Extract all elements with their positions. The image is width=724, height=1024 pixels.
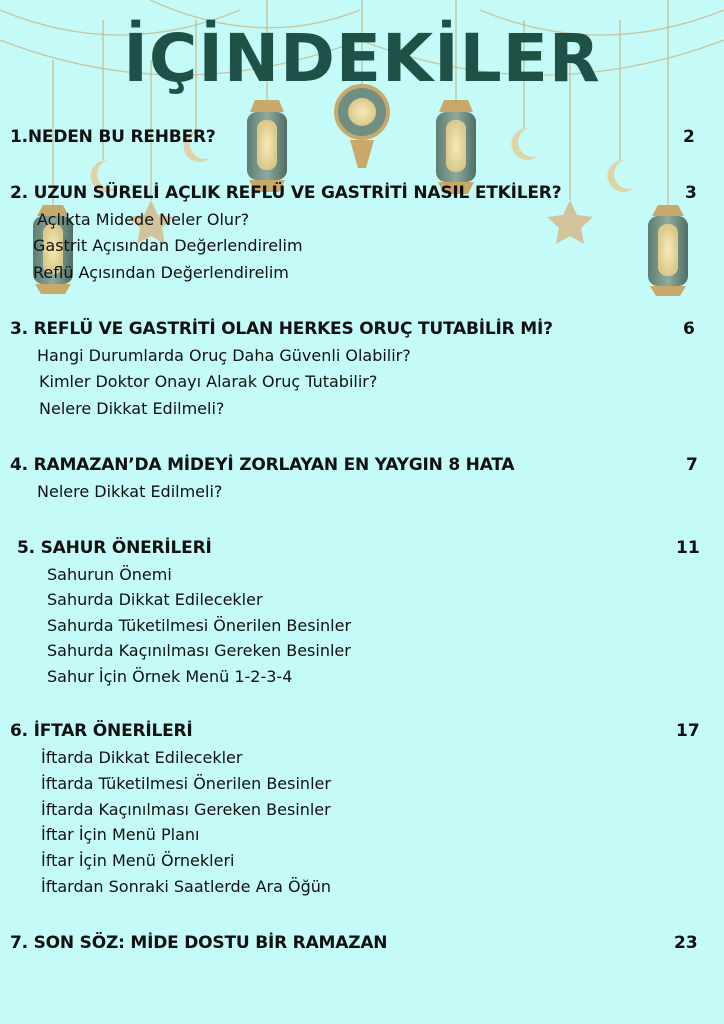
toc-subitem[interactable]: Hangi Durumlarda Oruç Daha Güvenli Olabilir? (37, 346, 411, 365)
toc-heading[interactable]: 6. İFTAR ÖNERİLERİ (10, 721, 193, 741)
toc-subitem[interactable]: Açlıkta Midede Neler Olur? (37, 210, 250, 229)
toc-subitem[interactable]: İftardan Sonraki Saatlerde Ara Öğün (41, 877, 332, 896)
toc-page-number: 23 (674, 933, 698, 953)
toc-page-number: 17 (676, 721, 700, 741)
toc-subitem[interactable]: Sahurun Önemi (47, 565, 172, 584)
toc-subitem[interactable]: Nelere Dikkat Edilmeli? (37, 482, 223, 501)
toc-heading[interactable]: 2. UZUN SÜRELİ AÇLIK REFLÜ VE GASTRİTİ NASIL ETKİLER? (10, 183, 562, 203)
toc-subitem[interactable]: Sahurda Tüketilmesi Önerilen Besinler (47, 616, 352, 635)
toc-subitem[interactable]: İftar İçin Menü Planı (41, 825, 200, 844)
toc-page-number: 11 (676, 538, 700, 558)
toc-heading[interactable]: 3. REFLÜ VE GASTRİTİ OLAN HERKES ORUÇ TUTABİLİR Mİ? (10, 319, 553, 339)
toc-subitem[interactable]: İftarda Dikkat Edilecekler (41, 748, 243, 767)
toc-subitem[interactable]: Sahurda Dikkat Edilecekler (47, 590, 263, 609)
page-title: İÇİNDEKİLER (123, 20, 601, 97)
toc-subitem[interactable]: İftar İçin Menü Örnekleri (41, 851, 235, 870)
toc-subitem[interactable]: Nelere Dikkat Edilmeli? (39, 399, 225, 418)
toc-heading[interactable]: 4. RAMAZAN’DA MİDEYİ ZORLAYAN EN YAYGIN 8 HATA (10, 455, 515, 475)
toc-page-number: 6 (683, 319, 695, 339)
toc-subitem[interactable]: İftarda Kaçınılması Gereken Besinler (41, 800, 331, 819)
toc-subitem[interactable]: Kimler Doktor Onayı Alarak Oruç Tutabilir? (39, 372, 378, 391)
toc-subitem[interactable]: Sahur İçin Örnek Menü 1-2-3-4 (47, 667, 293, 686)
toc-subitem[interactable]: Reflü Açısından Değerlendirelim (33, 263, 289, 282)
toc-page-number: 2 (683, 127, 695, 147)
toc-page-number: 3 (685, 183, 697, 203)
toc-heading[interactable]: 1.NEDEN BU REHBER? (10, 127, 216, 147)
toc-page-number: 7 (686, 455, 698, 475)
toc-subitem[interactable]: İftarda Tüketilmesi Önerilen Besinler (41, 774, 331, 793)
toc-subitem[interactable]: Gastrit Açısından Değerlendirelim (33, 236, 303, 255)
toc-subitem[interactable]: Sahurda Kaçınılması Gereken Besinler (47, 641, 351, 660)
toc-heading[interactable]: 7. SON SÖZ: MİDE DOSTU BİR RAMAZAN (10, 933, 388, 953)
toc-heading[interactable]: 5. SAHUR ÖNERİLERİ (17, 538, 212, 558)
